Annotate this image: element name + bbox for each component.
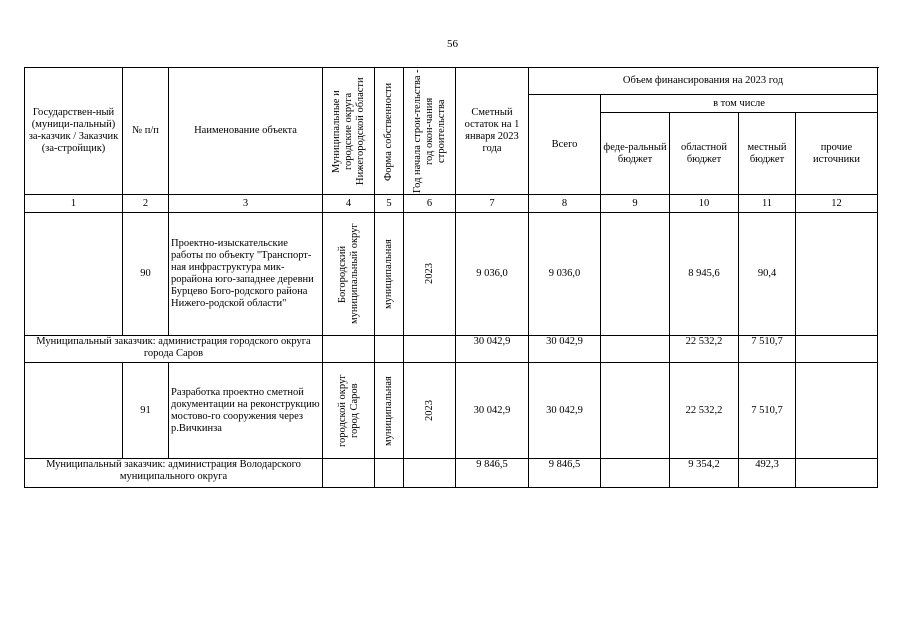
column-number: 6 (404, 195, 456, 213)
header-years-text: Год начала строи-тельства - год окон-чания строительства (411, 69, 447, 193)
row-municipality-text: Богородский муниципальный округ (336, 223, 360, 325)
column-number: 3 (169, 195, 323, 213)
column-numbers-row (25, 195, 878, 213)
row-ownership-text: муниципальная (383, 375, 394, 446)
row-ownership (375, 363, 404, 459)
header-municipality (323, 68, 375, 195)
header-other: прочие источники (796, 113, 878, 195)
subtotal-empty (404, 336, 456, 363)
financing-table (24, 67, 878, 488)
header-object-name: Наименование объекта (169, 68, 323, 195)
subtotal-total: 30 042,9 (529, 336, 601, 363)
header-municipality-text: Муниципальные и городские округа Нижегородской области (330, 77, 366, 185)
table-row (25, 213, 878, 336)
subtotal-empty (375, 336, 404, 363)
header-total: Всего (529, 95, 601, 195)
row-municipality-text: городской округ город Саров (336, 374, 360, 447)
row-ownership-text: муниципальная (383, 239, 394, 309)
row-local: 7 510,7 (739, 363, 796, 459)
row-np: 91 (123, 363, 169, 459)
page-number: 56 (447, 38, 458, 50)
subtotal-empty (323, 336, 375, 363)
column-number: 1 (25, 195, 123, 213)
subtotal-federal (601, 336, 670, 363)
subtotal-row (25, 459, 878, 488)
subtotal-federal (601, 459, 670, 488)
subtotal-empty (404, 459, 456, 488)
header-local: местный бюджет (739, 113, 796, 195)
column-number: 2 (123, 195, 169, 213)
header-regional: областной бюджет (670, 113, 739, 195)
subtotal-other (796, 459, 878, 488)
column-number: 8 (529, 195, 601, 213)
row-other (796, 213, 878, 336)
row-total: 30 042,9 (529, 363, 601, 459)
row-object: Разработка проектно сметной документации на реконструкцию мостово-го сооружения через р.Вичкинза (169, 363, 323, 459)
column-number: 10 (670, 195, 739, 213)
subtotal-local: 492,3 (739, 459, 796, 488)
row-years (404, 363, 456, 459)
subtotal-label: Муниципальный заказчик: администрация Володарского муниципального округа (25, 459, 323, 488)
subtotal-total: 9 846,5 (529, 459, 601, 488)
header-financing: Объем финансирования на 2023 год (529, 68, 878, 95)
row-years (404, 213, 456, 336)
header-row-1 (25, 68, 878, 95)
row-municipality (323, 213, 375, 336)
subtotal-local: 7 510,7 (739, 336, 796, 363)
subtotal-regional: 9 354,2 (670, 459, 739, 488)
subtotal-row (25, 336, 878, 363)
subtotal-label: Муниципальный заказчик: администрация городского округа города Саров (25, 336, 323, 363)
column-number: 5 (375, 195, 404, 213)
subtotal-balance: 9 846,5 (456, 459, 529, 488)
row-balance: 9 036,0 (456, 213, 529, 336)
header-customer: Государствен-ный (муници-пальный) за-казчик / Заказчик (за-стройщик) (25, 68, 123, 195)
row-federal (601, 363, 670, 459)
header-ownership-text: Форма собственности (383, 81, 394, 181)
row-years-text: 2023 (423, 263, 435, 285)
column-number: 9 (601, 195, 670, 213)
row-ownership (375, 213, 404, 336)
row-total: 9 036,0 (529, 213, 601, 336)
column-number: 12 (796, 195, 878, 213)
header-including: в том числе (601, 95, 878, 113)
subtotal-other (796, 336, 878, 363)
subtotal-empty (375, 459, 404, 488)
row-np: 90 (123, 213, 169, 336)
column-number: 7 (456, 195, 529, 213)
row-municipality (323, 363, 375, 459)
row-balance: 30 042,9 (456, 363, 529, 459)
subtotal-empty (323, 459, 375, 488)
row-customer-empty (25, 213, 123, 336)
subtotal-balance: 30 042,9 (456, 336, 529, 363)
row-regional: 22 532,2 (670, 363, 739, 459)
header-years (404, 68, 456, 195)
column-number: 11 (739, 195, 796, 213)
column-number: 4 (323, 195, 375, 213)
header-balance: Сметный остаток на 1 января 2023 года (456, 68, 529, 195)
row-customer-empty (25, 363, 123, 459)
row-local: 90,4 (739, 213, 796, 336)
row-other (796, 363, 878, 459)
header-ownership (375, 68, 404, 195)
row-regional: 8 945,6 (670, 213, 739, 336)
row-years-text: 2023 (423, 400, 435, 421)
header-federal: феде-ральный бюджет (601, 113, 670, 195)
table-row (25, 363, 878, 459)
row-object: Проектно-изыскательские работы по объекту "Транспорт-ная инфраструктура мик-рорайона юго-западнее деревни Бурцево Бого-родского района Нижего-родской области" (169, 213, 323, 336)
subtotal-regional: 22 532,2 (670, 336, 739, 363)
header-np: № п/п (123, 68, 169, 195)
row-federal (601, 213, 670, 336)
